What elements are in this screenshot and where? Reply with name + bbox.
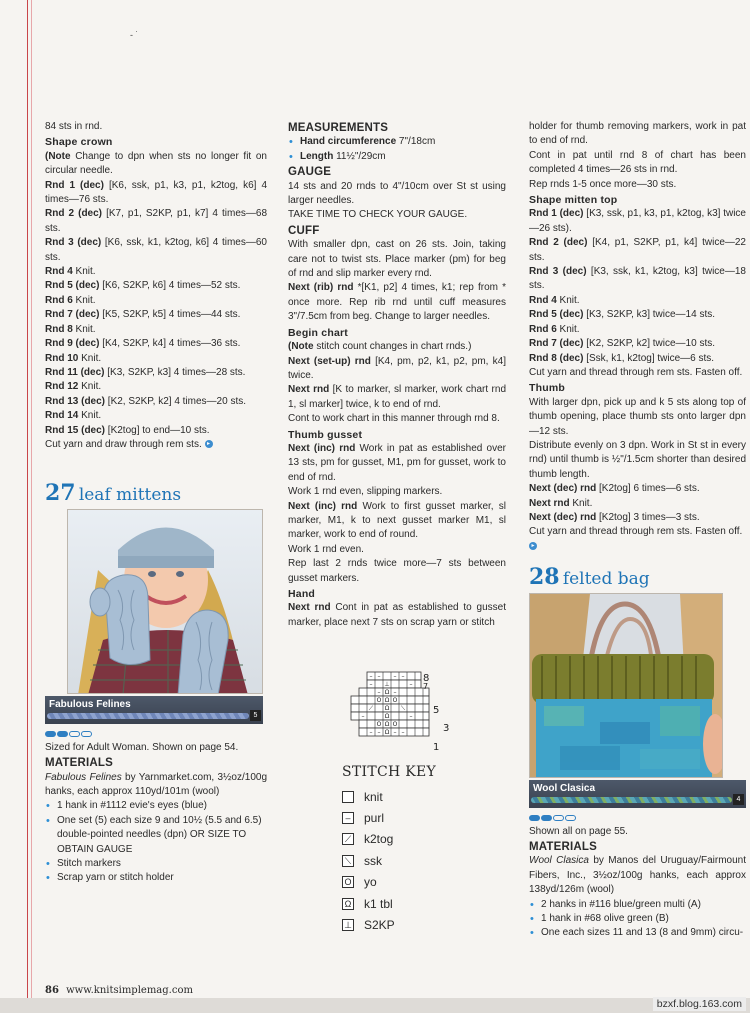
page-number: 86	[45, 985, 59, 996]
end-icon: ▸	[205, 440, 213, 448]
svg-text:⊥: ⊥	[384, 681, 390, 688]
shown-note: Shown all on page 55.	[529, 825, 628, 837]
stitch-label: ssk	[364, 853, 382, 868]
sizing-note: Sized for Adult Woman. Shown on page 54.	[45, 741, 239, 753]
cuff-heading: CUFF	[288, 224, 320, 237]
instruction-line: Shape crown	[45, 136, 113, 149]
instruction-line: Rnd 8 Knit.	[45, 323, 96, 335]
measurements-list	[288, 135, 506, 164]
shape-top-round: Rnd 6 Knit.	[529, 323, 580, 335]
instruction-line: 84 sts in rnd.	[45, 121, 103, 132]
stitch-label: purl	[364, 811, 385, 826]
instruction-line: Rnd 1 (dec) [K6, ssk, p1, k3, p1, k2tog, k6] 4 times—76 sts.	[45, 179, 268, 206]
stitch-symbol-icon	[342, 791, 354, 803]
svg-text:Ω: Ω	[384, 729, 390, 736]
shape-top-round: Rnd 1 (dec) [K3, ssk, p1, k3, p1, k2tog, k3] twice—26 sts).	[529, 208, 746, 234]
shape-top-round: Rnd 7 (dec) [K2, S2KP, k2] twice—10 sts.	[529, 338, 715, 350]
work-even-1: Work 1 rnd even, slipping markers.	[288, 486, 443, 498]
pattern-28-title	[529, 564, 746, 591]
thumb-heading: Thumb	[529, 382, 565, 395]
chart-row-7: 7	[423, 682, 429, 691]
svg-text:–: –	[377, 673, 381, 680]
yarn-weight-tag: 4	[733, 794, 744, 805]
stitch-key-row	[342, 786, 492, 807]
shape-top-round: Rnd 3 (dec) [K3, ssk, k1, k2tog, k3] twice—18 sts.	[529, 266, 746, 292]
bag-photo	[529, 593, 723, 778]
stitch-key-row	[342, 807, 492, 828]
yarn-swatch-label: Fabulous Felines	[49, 698, 131, 710]
stitch-symbol-icon: ⟍	[342, 855, 354, 867]
instruction-line: Rnd 14 Knit.	[45, 410, 102, 422]
stitch-symbol-icon: ⟋	[342, 833, 354, 845]
svg-text:Ω: Ω	[384, 697, 390, 704]
materials-yarn	[45, 771, 267, 800]
instruction-line: Rnd 9 (dec) [K4, S2KP, k4] 4 times—36 sts.	[45, 338, 241, 350]
svg-text:–: –	[369, 681, 373, 688]
setup-round: Next (set-up) rnd [K4, pm, p2, k1, p2, pm, k4] twice.	[288, 355, 506, 381]
scan-marks: ‑ ˙	[130, 30, 139, 40]
instruction-line: Rnd 7 (dec) [K5, S2KP, k5] 4 times—44 sts.	[45, 309, 241, 321]
chart-row-3: 3	[443, 723, 450, 734]
stitch-key-row	[342, 850, 492, 871]
rib-round: Next (rib) rnd *[K1, p2] 4 times, k1; rep from * once more. Rep rib rnd until cuff measures 3"/7.5cm from beg. Change to larger needles.	[288, 282, 506, 323]
shape-top-round: Rnd 5 (dec) [K3, S2KP, k3] twice—14 sts.	[529, 309, 715, 321]
stitch-key-row	[342, 872, 492, 893]
bag-illustration	[530, 594, 723, 778]
column-3	[529, 120, 746, 941]
yarn-swatch-label: Wool Clasica	[533, 782, 596, 794]
svg-text:–: –	[369, 673, 373, 680]
pattern-name: felted bag	[562, 569, 650, 590]
yarn-sample	[531, 797, 732, 803]
svg-text:–: –	[377, 729, 381, 736]
stitch-key-title: STITCH KEY	[342, 764, 437, 780]
instruction-line: Cut yarn and draw through rem sts. ▸	[45, 438, 267, 452]
repeat-rounds: Rep last 2 rnds twice more—7 sts between gusset markers.	[288, 558, 506, 584]
increase-round-2: Next (inc) rnd Work to first gusset marker, sl marker, M1, k to next gusset marker M1, sl marker, work to end of round.	[288, 500, 506, 541]
mittens-photo	[67, 509, 263, 694]
hand-heading: Hand	[288, 588, 316, 600]
continue-chart: Cont to work chart in this manner through rnd 8.	[288, 413, 500, 425]
stitch-label: knit	[364, 789, 383, 804]
knit-round: Next rnd Knit.	[529, 497, 593, 509]
svg-text:Ω: Ω	[384, 689, 390, 696]
instruction-line: Rnd 5 (dec) [K6, S2KP, k6] 4 times—52 sts.	[45, 280, 241, 292]
crown-instructions	[45, 120, 267, 452]
column-2	[288, 120, 506, 630]
cut-yarn: Cut yarn and thread through rem sts. Fasten off.	[529, 366, 743, 378]
materials-list	[529, 898, 746, 941]
gauge-text: 14 sts and 20 rnds to 4"/10cm over St st using larger needles.	[288, 180, 506, 207]
instruction-line: Rnd 11 (dec) [K3, S2KP, k3] 4 times—28 sts.	[45, 366, 246, 378]
stitch-symbol-icon: ⊥	[342, 919, 354, 931]
leaf-chart-grid	[337, 668, 457, 758]
svg-text:O: O	[392, 697, 398, 704]
stitch-key-rows	[342, 786, 492, 936]
increase-round-1: Next (inc) rnd Work in pat as established over 13 sts, pm for gusset, M1, pm for gusset, work to end of rnd.	[288, 442, 506, 483]
column-1	[45, 120, 267, 886]
shape-top-heading: Shape mitten top	[529, 194, 618, 207]
svg-text:–: –	[393, 673, 397, 680]
yarn-name: Fabulous Felines	[45, 771, 122, 783]
yarn-sample	[47, 713, 249, 719]
gauge-check: TAKE TIME TO CHECK YOUR GAUGE.	[288, 209, 468, 221]
svg-text:–: –	[393, 689, 397, 696]
instruction-line: Rnd 10 Knit.	[45, 352, 102, 364]
stitch-label: S2KP	[364, 918, 395, 933]
instruction-line: Rnd 3 (dec) [K6, ssk, k1, k2tog, k6] 4 times—60 sts.	[45, 237, 267, 263]
stitch-label: k2tog	[364, 832, 394, 847]
skill-level-indicator	[529, 815, 746, 821]
chart-note: (Note stitch count changes in chart rnds.)	[288, 341, 472, 353]
materials-item: • Scrap yarn or stitch holder	[45, 871, 267, 885]
svg-text:⟍: ⟍	[400, 705, 406, 712]
instruction-line: Rnd 13 (dec) [K2, S2KP, k2] 4 times—20 sts.	[45, 395, 247, 407]
cut-yarn-2: Cut yarn and thread through rem sts. Fasten off. ▸	[529, 526, 743, 550]
materials-item: • 1 hank in #68 olive green (B)	[529, 912, 746, 926]
next-round: Next rnd [K to marker, sl marker, work chart rnd 1, sl marker] twice, k to end of rnd.	[288, 384, 507, 410]
svg-text:–: –	[409, 713, 413, 720]
svg-text:O: O	[392, 721, 398, 728]
materials-item: • Stitch markers	[45, 857, 267, 871]
yarn-name: Wool Clasica	[529, 855, 589, 867]
chart-row-8: 8	[423, 673, 430, 684]
measurements-heading: MEASUREMENTS	[288, 122, 389, 134]
svg-text:–: –	[401, 673, 405, 680]
yarn-details: by Manos del Uruguay/Fairmount Fibers, Inc., 3½oz/100g hanks, each approx 138yd/126m (wool)	[529, 855, 746, 896]
cuff-text: With smaller dpn, cast on 26 sts. Join, taking care not to twist sts. Place marker (pm) for beg of rnd and slip marker every rnd.	[288, 239, 506, 280]
thumb-text: With larger dpn, pick up and k 5 sts along top of thumb opening, place thumb sts onto larger dpn—12 sts.	[529, 396, 746, 437]
svg-text:–: –	[409, 681, 413, 688]
stitch-key	[342, 764, 492, 936]
distribute-text: Distribute evenly on 3 dpn. Work in St st in every rnd) until thumb is ½"/1.5cm shorter than desired thumb length.	[529, 439, 746, 480]
work-even-2: Work 1 rnd even.	[288, 543, 364, 555]
gauge-heading: GAUGE	[288, 166, 332, 179]
stitch-label: k1 tbl	[364, 896, 393, 911]
materials-yarn	[529, 854, 746, 897]
chart-row-5: 5	[433, 705, 440, 716]
instruction-line: (Note Change to dpn when sts no longer fit on circular needle.	[45, 150, 267, 177]
materials-item: • 1 hank in #1112 evie's eyes (blue)	[45, 799, 267, 813]
svg-text:–: –	[369, 729, 373, 736]
site-url: www.knitsimplemag.com	[66, 985, 193, 996]
measurement-item: • Hand circumference 7"/18cm	[288, 135, 506, 149]
dec-round-1: Next (dec) rnd [K2tog] 6 times—6 sts.	[529, 483, 700, 495]
end-icon: ▸	[529, 542, 537, 550]
pattern-name: leaf mittens	[78, 485, 182, 506]
svg-text:–: –	[377, 689, 381, 696]
svg-text:O: O	[376, 697, 382, 704]
instruction-line: Rnd 15 (dec) [K2tog] to end—10 sts.	[45, 424, 210, 436]
stitch-symbol-icon: –	[342, 812, 354, 824]
stitch-label: yo	[364, 875, 377, 890]
pattern-number: 27	[45, 480, 76, 507]
thumb-gusset-heading: Thumb gusset	[288, 428, 363, 441]
pattern-number: 28	[529, 564, 560, 591]
materials-heading: MATERIALS	[529, 841, 598, 853]
shape-top-round: Rnd 2 (dec) [K4, p1, S2KP, p1, k4] twice—22 sts.	[529, 237, 746, 263]
mittens-illustration	[68, 510, 263, 694]
shape-top-rounds	[529, 207, 746, 365]
begin-chart-heading: Begin chart	[288, 326, 348, 339]
materials-list	[45, 799, 267, 885]
materials-heading: MATERIALS	[45, 757, 114, 770]
stitch-key-row	[342, 893, 492, 914]
yarn-details: by Yarnmarket.com, 3½oz/100g hanks, each approx 110yd/101m (wool)	[45, 771, 267, 797]
skill-level-indicator	[45, 731, 267, 737]
pattern-27-title	[45, 480, 267, 507]
svg-text:–: –	[361, 713, 365, 720]
svg-text:Ω: Ω	[384, 705, 390, 712]
stitch-key-row	[342, 829, 492, 850]
instruction-line: Rnd 2 (dec) [K7, p1, S2KP, p1, k7] 4 times—68 sts.	[45, 208, 267, 234]
stitch-symbol-icon: Ω	[342, 898, 354, 910]
svg-text:O: O	[376, 721, 382, 728]
page-bottom-band	[0, 998, 750, 1013]
leaf-chart	[337, 668, 457, 758]
instruction-line: Rnd 6 Knit.	[45, 294, 96, 306]
margin-rule	[27, 0, 28, 1013]
dec-round-2: Next (dec) rnd [K2tog] 3 times—3 sts.	[529, 511, 700, 523]
instruction-line: Rnd 4 Knit.	[45, 266, 96, 278]
margin-rule-secondary	[31, 0, 32, 1013]
hand-round: Next rnd Cont in pat as established to gusset marker, place next 7 sts on scrap yarn or stitch	[288, 602, 506, 628]
holder-text: holder for thumb removing markers, work in pat to end of rnd.	[529, 121, 746, 147]
svg-text:–: –	[401, 729, 405, 736]
materials-item: • One each sizes 11 and 13 (8 and 9mm) circu-	[529, 926, 746, 940]
materials-item: • 2 hanks in #116 blue/green multi (A)	[529, 898, 746, 912]
materials-item: • One set (5) each size 9 and 10½ (5.5 and 6.5) double-pointed needles (dpn) OR SIZE TO OBTAIN GAUGE	[45, 814, 267, 857]
svg-text:Ω: Ω	[384, 713, 390, 720]
stitch-symbol-icon: O	[342, 876, 354, 888]
stitch-key-row	[342, 914, 492, 935]
yarn-swatch-wool-clasica	[529, 780, 746, 808]
svg-text:⟋: ⟋	[368, 705, 374, 712]
measurement-item: • Length 11½"/29cm	[288, 150, 506, 164]
yarn-weight-tag: 5	[250, 710, 261, 721]
svg-text:–: –	[393, 729, 397, 736]
watermark: bzxf.blog.163.com	[653, 997, 746, 1011]
page-footer	[45, 985, 193, 996]
repeat-rounds-3: Rep rnds 1-5 once more—30 sts.	[529, 178, 677, 190]
continue-pattern: Cont in pat until rnd 8 of chart has been completed 4 times—26 sts in rnd.	[529, 149, 746, 176]
instruction-line: Rnd 12 Knit.	[45, 381, 102, 393]
shape-top-round: Rnd 4 Knit.	[529, 294, 580, 306]
yarn-swatch-fabulous-felines	[45, 696, 263, 724]
svg-text:Ω: Ω	[384, 721, 390, 728]
chart-row-1: 1	[433, 742, 440, 753]
shape-top-round: Rnd 8 (dec) [Ssk, k1, k2tog] twice—6 sts.	[529, 352, 715, 364]
